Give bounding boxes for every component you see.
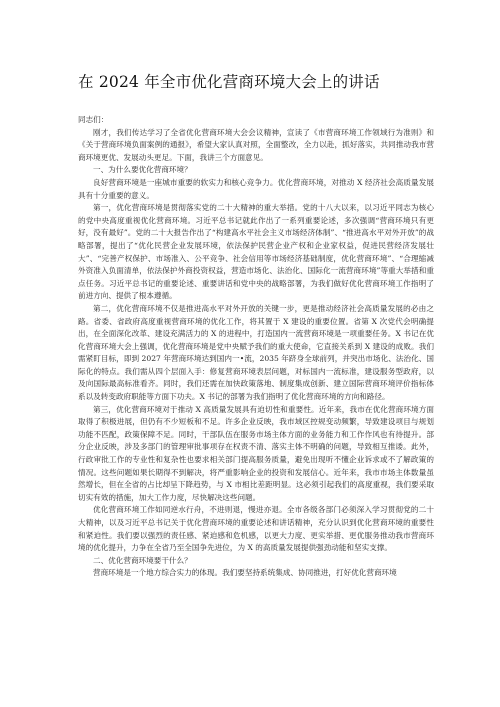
section-heading-2: 二、优化营商环境要干什么？: [93, 555, 192, 565]
paragraph-intro: 良好营商环境是一座城市重要的软实力和核心竞争力。优化营商环境，对推动 X 经济社会高质量发展具有十分重要的意义。: [78, 177, 434, 200]
paragraph-summary: 优化营商环境工作如同逆水行舟，不进则退，慢进亦退。全市各级各部门必须深入学习贯彻党的二十大精神，以及习近平总书记关于优化营商环境的重要论述和讲话精神，充分认识到优化营商环境的重要性和紧迫性。我们要以强烈的责任感、紧迫感和危机感，以更大力度、更实举措、更优服务推动我市营商环境的优化提升，力争在全省乃至全国争先进位，为 X 的高质量发展提供强劲动能和坚实支撑。: [78, 505, 434, 553]
paragraph-second-point: 第二，优化营商环境不仅是推进高水平对外开放的关键一步，更是推动经济社会高质量发展的必由之路。省委、省政府高度重视营商环境的优化工作，将其置于 X 建设的重要位置。省第 X 次党代会明确提出，在全面深化改革、建设充满活力的 X 的进程中，打造国内一流营商环境是一项重要任务。X 书记在优化营商环境大会上强调，优化营商环境是党中央赋予我们的重大使命，它直接关系到 X 建设的成败。我们需紧盯目标，即到 2027 年营商环境达到国内一•流，2035 年跻身全球前列，并突出市场化、法治化、国际化的特点。我们需从四个层面入手：修复营商环境表层问题，对标国内一流标准，建设服务型政府，以及向国际最高标准看齐。同时，我们还需在加快政策落地、制度集成创新、建立国际营商环境评价指标体系以及转变政府职能等方面下功夫。X 书记的部署为我们指明了优化营商环境的方向和路径。: [78, 303, 434, 402]
section-heading-1: 一、为什么要优化营商环境？: [93, 165, 192, 175]
paragraph-section-2-intro: 营商环境是一个地方综合实力的体现。我们要坚持系统集成、协同推进，打好优化营商环境: [93, 568, 397, 578]
paragraph-third-point: 第三，优化营商环境对于推动 X 高质量发展具有迫切性和重要性。近年来，我市在优化营商环境方面取得了积极进展，但仍有不少短板和不足。许多企业反映，我市域区控规变动频繁，导致建设项目与规划功能不匹配，政策保障不足。同时，干部队伍在服务市场主体方面的业务能力和工作作风也有待提升。部分企业反映，涉及多部门的管理审批事项存在权责不清、落实主体不明确的问题，导致相互推诿。此外，行政审批工作的专业性和复杂性也要求相关部门提高服务质量，避免出现听不懂企业诉求或不了解政策的情况。这些问题如果长期得不到解决，将严重影响企业的投资和发展信心。近年来，我市市场主体数量虽然增长，但在全省的占比却呈下降趋势，与 X 市相比差距明显。这必须引起我们的高度重视，我们要采取切实有效的措施，加大工作力度，尽快解决这些问题。: [78, 404, 434, 502]
document-title: 在 2024 年全市优化营商环境大会上的讲话: [78, 73, 380, 91]
paragraph-first-point: 第一，优化营商环境是贯彻落实党的二十大精神的重大举措。党的十八大以来，以习近平同志为核心的党中央高度重视优化营商环境。习近平总书记就此作出了一系列重要论述，多次强调“营商环境只有更好，没有最好”。党的二十大报告作出了“构建高水平社会主义市场经济体制”、“推进高水平对外开放”的战略部署，提出了“优化民营企业发展环境，依法保护民营企业产权和企业家权益，促进民营经济发展壮大”、“完善产权保护、市场准入、公平竞争、社会信用等市场经济基础制度，优化营商环境”、“合理缩减外资准入负面清单，依法保护外商投资权益，营造市场化、法治化、国际化一流营商环境”等重大举措和重点任务。习近平总书记的重要论述、重要讲话和党中央的战略部署，为我们做好优化营商环境工作指明了前进方向、提供了根本遵循。: [78, 203, 434, 301]
paragraph-opening: 刚才，我们传达学习了全省优化营商环境大会会议精神，宣读了《市营商环境工作领域行为准则》和《关于营商环境负面案例的通报》，希望大家认真对照，全面整改，全力以赴，抓好落实，共同推动我市营商环境更优、发展动头更足。下面，我讲三个方面意见。: [78, 127, 434, 162]
salutation: 同志们：: [78, 115, 109, 124]
